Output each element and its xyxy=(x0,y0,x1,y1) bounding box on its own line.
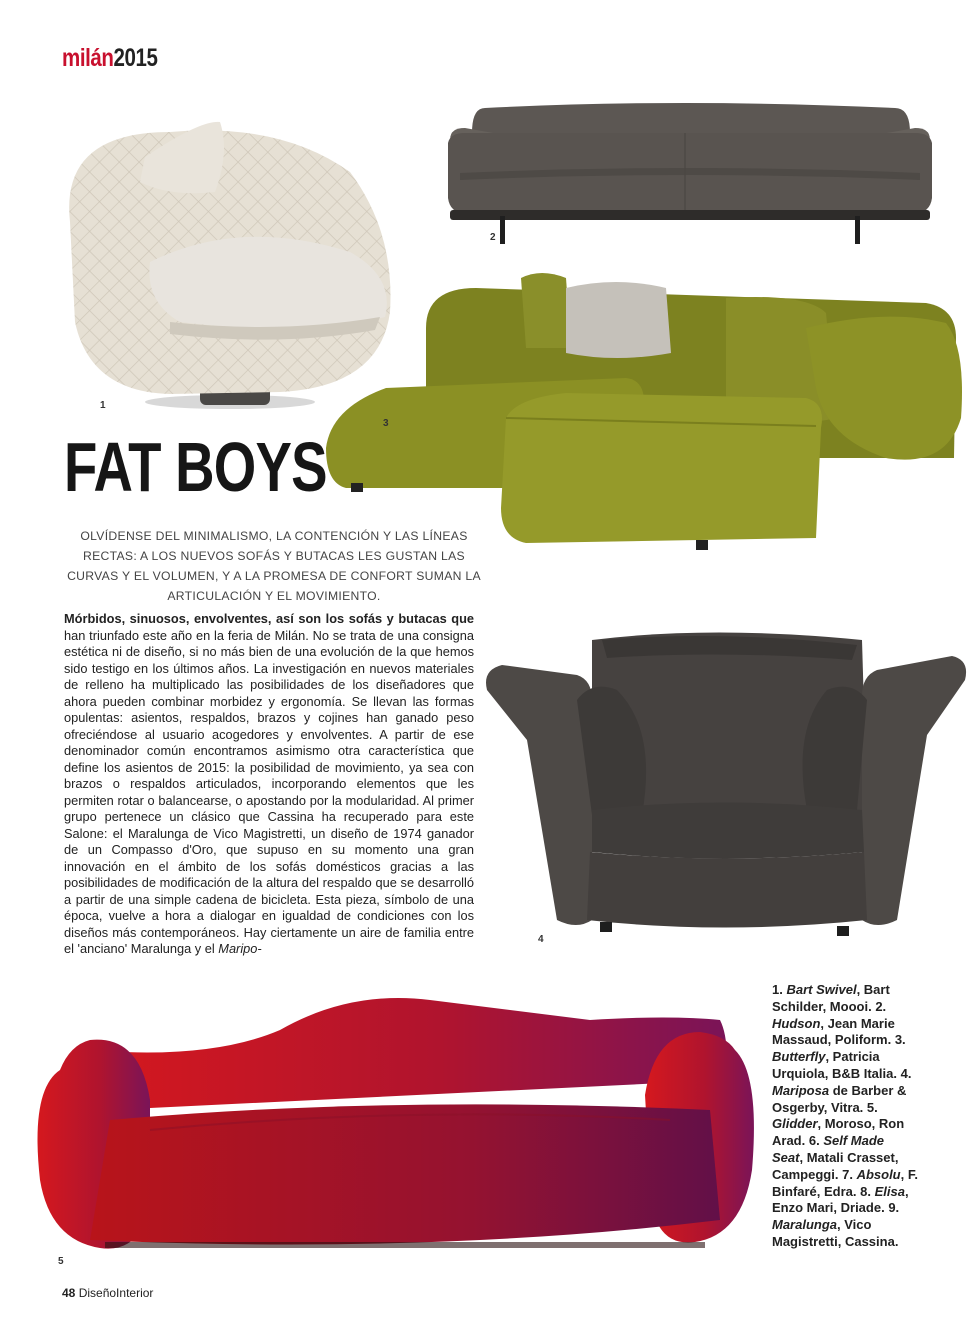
figure-label-5: 5 xyxy=(58,1256,64,1267)
credit-product-name: Absolu xyxy=(856,1166,901,1182)
credit-designer-brand: , Matali Crasset, Campeggi. xyxy=(772,1149,899,1182)
credit-number: 3. xyxy=(894,1032,906,1048)
credit-designer-brand: , Patricia Urquiola, B&B Italia. xyxy=(772,1049,897,1081)
credit-number: 9. xyxy=(888,1200,900,1216)
credit-number: 2. xyxy=(875,998,887,1014)
article-intro: OLVÍDENSE DEL MINIMALISMO, LA CONTENCIÓN Y LAS LÍNEAS RECTAS: A LOS NUEVOS SOFÁS Y BUTACAS LES GUSTAN LAS CURVAS Y EL VOLUMEN, Y A LA PROMESA DE CONFORT SUMAN LA ARTICULACIÓN Y EL MOVIMIENTO. xyxy=(67,529,481,603)
photo-armchair-4 xyxy=(482,620,970,940)
figure-label-1: 1 xyxy=(100,400,106,411)
article-body xyxy=(64,611,474,958)
article-body-tail: Maripo- xyxy=(218,941,262,956)
credit-product-name: Hudson xyxy=(772,1015,821,1031)
credit-number: 7. xyxy=(842,1166,853,1182)
photo-sofa-3 xyxy=(326,268,966,558)
photo-sofa-5 xyxy=(30,980,760,1280)
credit-designer-brand: , Bart Schilder, Moooi. xyxy=(772,982,890,1014)
page-footer xyxy=(62,1286,153,1300)
credit-product-name: Elisa xyxy=(874,1183,905,1199)
figure-label-2: 2 xyxy=(490,232,496,243)
credit-designer-brand: , Jean Marie Massaud, Poliform. xyxy=(772,1015,895,1048)
photo-credits xyxy=(772,982,918,1251)
credit-item xyxy=(772,982,890,1014)
credit-product-name: Glidder xyxy=(772,1116,818,1132)
credit-designer-brand: , Enzo Mari, Driade. xyxy=(772,1183,909,1216)
credit-product-name: Maralunga xyxy=(772,1217,838,1233)
credit-designer-brand: de Barber & Osgerby, Vitra. xyxy=(772,1082,907,1115)
page-number: 48 xyxy=(62,1286,76,1300)
credit-number: 6. xyxy=(808,1133,820,1149)
credit-designer-brand: , F. Binfaré, Edra. xyxy=(772,1166,918,1199)
section-year: 2015 xyxy=(113,44,158,72)
credit-designer-brand: , Vico Magistretti, Cassina. xyxy=(772,1217,899,1249)
section-header xyxy=(62,44,157,73)
credit-product-name: Bart Swivel xyxy=(786,982,857,997)
credit-number: 8. xyxy=(860,1183,871,1199)
credit-number: 4. xyxy=(900,1065,912,1081)
credit-product-name: Mariposa xyxy=(772,1082,830,1098)
article-title: FAT BOYS xyxy=(64,428,327,506)
photo-sofa-2 xyxy=(440,98,940,248)
magazine-name: DiseñoInterior xyxy=(78,1286,154,1300)
article-body-lead: Mórbidos, sinuosos, envolventes, así son los sofás y butacas que xyxy=(64,611,474,626)
section-city: milán xyxy=(62,44,114,72)
figure-label-4: 4 xyxy=(538,934,544,945)
article-body-main: han triunfado este año en la feria de Milán. No se trata de una consigna estética ni de diseño, si no más bien de una evolución de la que hemos sido testigo en los últimos años. La investigación en nuevos materiales de relleno ha multiplicado las posibilidades de los diseñadores que ahora pueden combinar morbidez y ergonomía. Se llevan las formas opulentas: asientos, respaldos, brazos y cojines han ganado peso ofreciéndose al usuario acogedores y envolventes. A partir de ese denominador común encontramos asimismo otra característica que define los asientos de 2015: la posibilidad de movimiento, ya sea con brazos o respaldos articulados, incorporando elementos que les permiten rotar o balancearse, o apostando por la modularidad. Al primer grupo pertenece un clásico que Cassina ha recuperado para este Salone: el Maralunga de Vico Magistretti, un diseño de 1974 ganador de un Compasso d'Oro, que supuso en su momento una gran innovación en el ámbito de los sofás domésticos gracias a las posibilidades de modificación de la altura del respaldo que se desarrolló a partir de una simple cadena de bicicleta. Esta pieza, símbolo de una época, vuelve a hora a dialogar en igualdad de condiciones con los diseños más contemporáneos. Hay ciertamente un aire de familia entre el 'anciano' Maralunga y el xyxy=(64,627,474,956)
credit-number: 1. xyxy=(772,982,783,997)
figure-label-3: 3 xyxy=(383,418,389,429)
credit-product-name: Self Made Seat xyxy=(772,1133,885,1165)
credit-designer-brand: , Moroso, Ron Arad. xyxy=(772,1116,905,1149)
credit-product-name: Butterfly xyxy=(772,1049,826,1065)
credit-number: 5. xyxy=(866,1099,878,1115)
